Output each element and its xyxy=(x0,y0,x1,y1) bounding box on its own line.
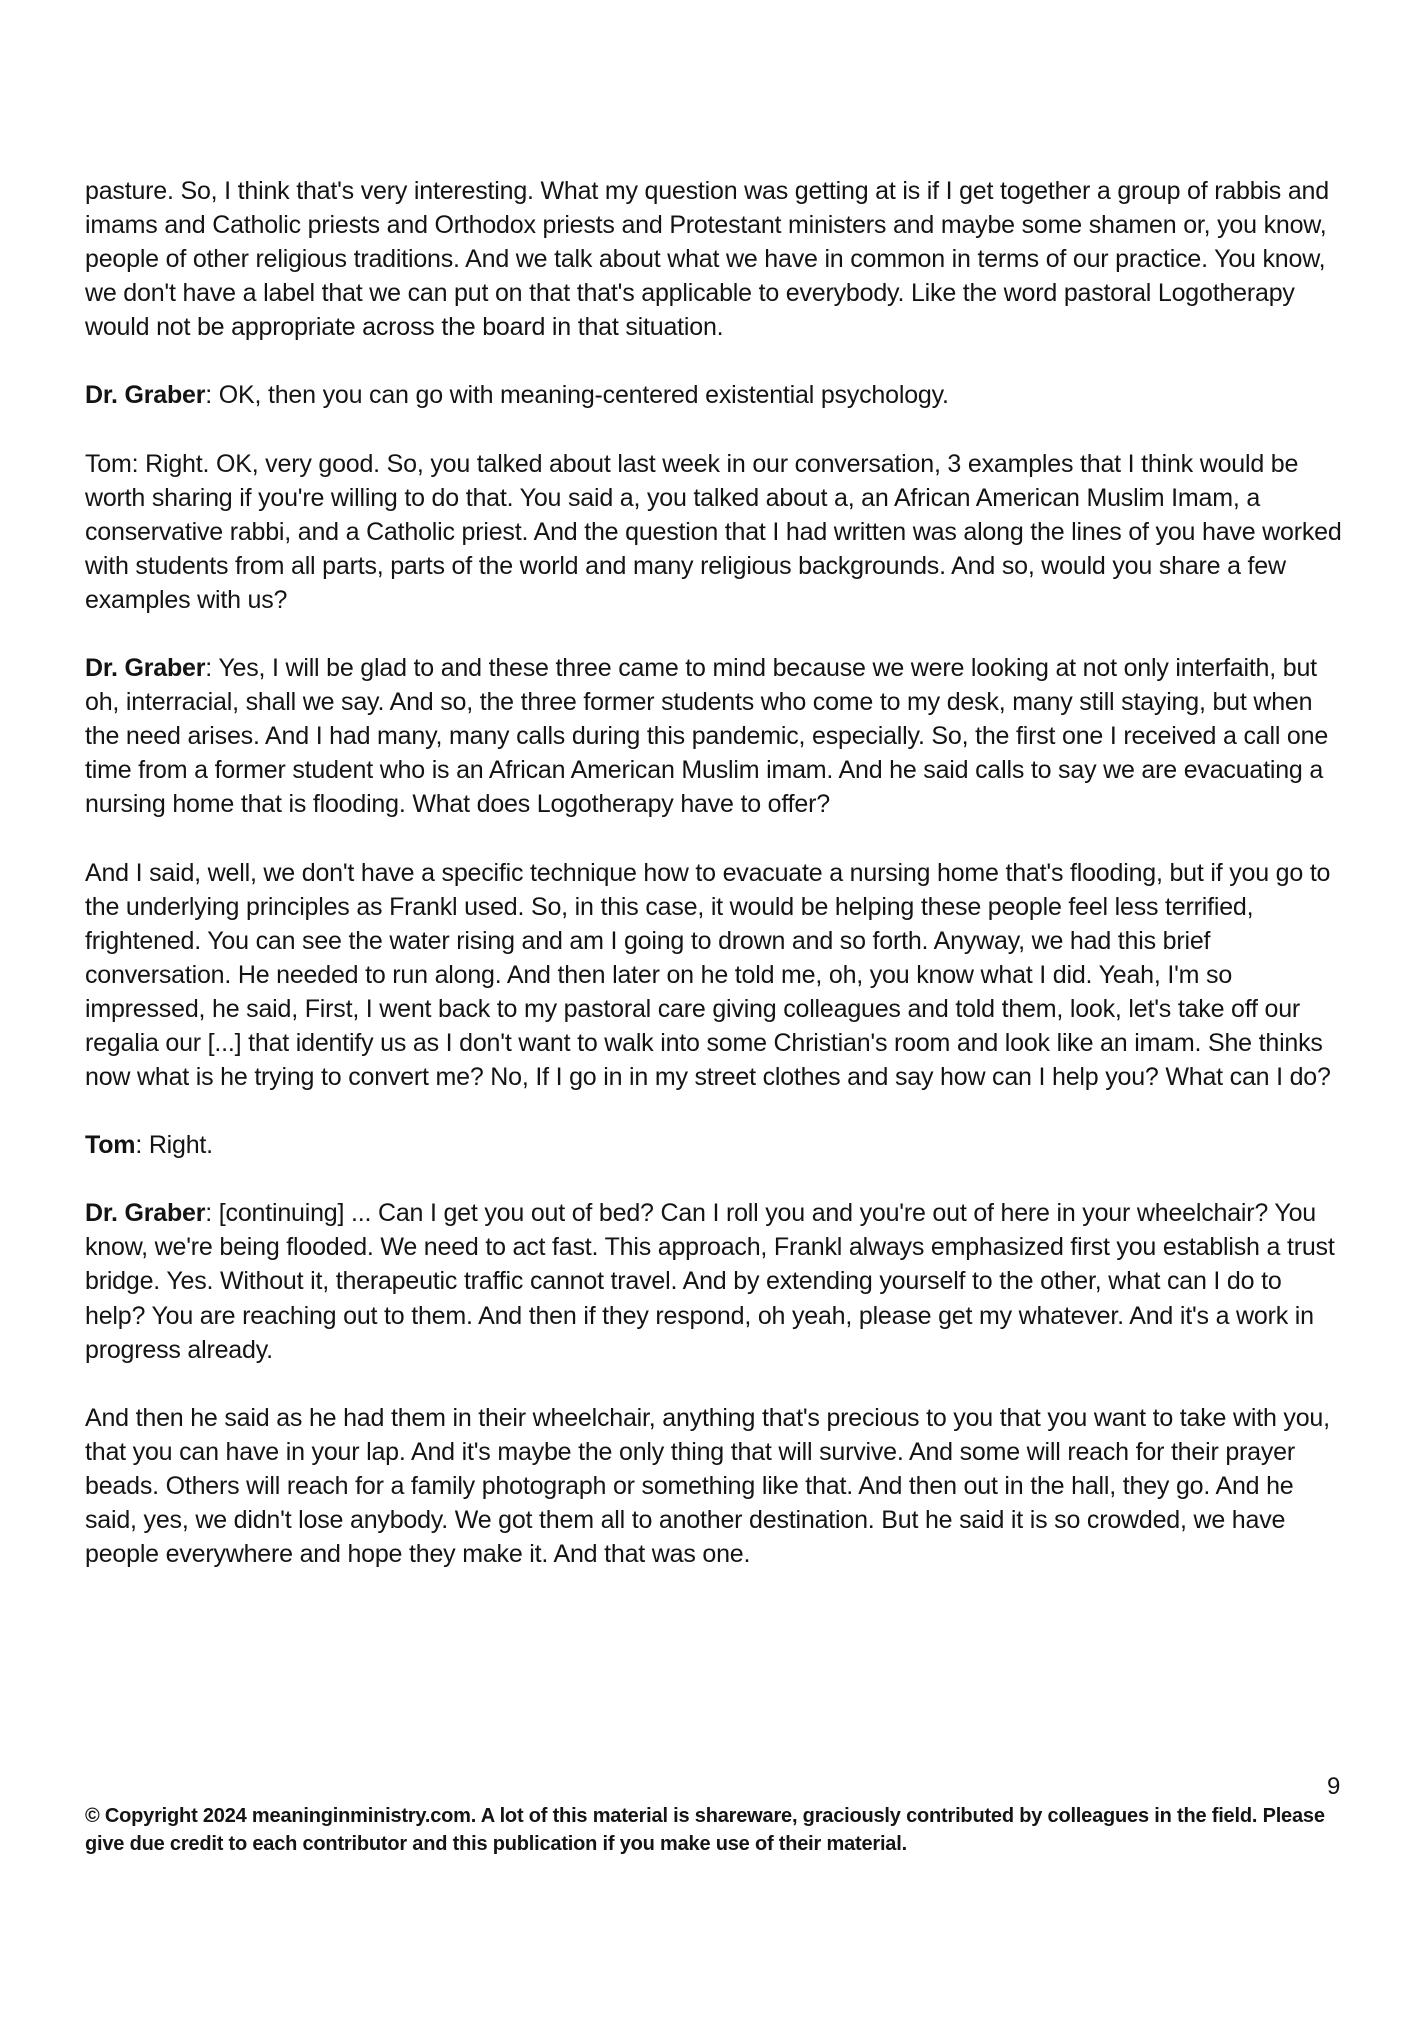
document-body xyxy=(85,174,1347,1605)
paragraph-7 xyxy=(85,1196,1347,1366)
paragraph-3 xyxy=(85,447,1347,617)
paragraph-6 xyxy=(85,1128,1347,1162)
paragraph-text: : Right. xyxy=(135,1131,213,1160)
page-number: 9 xyxy=(1327,1773,1341,1800)
paragraph-4 xyxy=(85,651,1347,821)
paragraph-text: : Yes, I will be glad to and these three came to mind because we were looking at not only interfaith, but oh, interracial, shall we say. And so, the three former students who come to my desk, many still staying, but when the need arises. And I had many, many calls during this pandemic, especially. So, the first one I received a call one time from a former student who is an African American Muslim imam. And he said calls to say we are evacuating a nursing home that is flooding. What does Logotherapy have to offer? xyxy=(85,654,1329,819)
speaker-label: Dr. Graber xyxy=(85,1199,206,1228)
copyright-footer: © Copyright 2024 meaninginministry.com. A lot of this material is shareware, graciously contributed by colleagues in the field. Please give due credit to each contributor and this publication if you make use of their material. xyxy=(85,1805,1325,1855)
paragraph-text: : [continuing] ... Can I get you out of bed? Can I roll you and you're out of here in your wheelchair? You know, we're being flooded. We need to act fast. This approach, Frankl always emphasized first you establish a trust bridge. Yes. Without it, therapeutic traffic cannot travel. And by extending yourself to the other, what can I do to help? You are reaching out to them. And then if they respond, oh yeah, please get my whatever. And it's a work in progress already. xyxy=(85,1199,1335,1364)
paragraph-text: Tom: Right. OK, very good. So, you talked about last week in our conversation, 3 examples that I think would be worth sharing if you're willing to do that. You said a, you talked about a, an African American Muslim Imam, a conservative rabbi, and a Catholic priest. And the question that I had written was along the lines of you have worked with students from all parts, parts of the world and many religious backgrounds. And so, would you share a few examples with us? xyxy=(85,449,1342,614)
paragraph-text: pasture. So, I think that's very interesting. What my question was getting at is if I get together a group of rabbis and imams and Catholic priests and Orthodox priests and Protestant ministers and maybe some shamen or, you know, people of other religious traditions. And we talk about what we have in common in terms of our practice. You know, we don't have a label that we can put on that that's applicable to everybody. Like the word pastoral Logotherapy would not be appropriate across the board in that situation. xyxy=(85,177,1329,342)
paragraph-2 xyxy=(85,378,1347,412)
paragraph-text: : OK, then you can go with meaning-centered existential psychology. xyxy=(205,381,949,410)
speaker-label: Tom xyxy=(85,1131,136,1160)
speaker-label: Dr. Graber xyxy=(85,654,206,683)
paragraph-8 xyxy=(85,1401,1347,1571)
speaker-label: Dr. Graber xyxy=(85,381,206,410)
paragraph-5 xyxy=(85,856,1347,1095)
paragraph-1 xyxy=(85,174,1347,344)
paragraph-text: And I said, well, we don't have a specific technique how to evacuate a nursing home that's flooding, but if you go to the underlying principles as Frankl used. So, in this case, it would be helping these people feel less terrified, frightened. You can see the water rising and am I going to drown and so forth. Anyway, we had this brief conversation. He needed to run along. And then later on he told me, oh, you know what I did. Yeah, I'm so impressed, he said, First, I went back to my pastoral care giving colleagues and told them, look, let's take off our regalia our [...] that identify us as I don't want to walk into some Christian's room and look like an imam. She thinks now what is he trying to convert me? No, If I go in in my street clothes and say how can I help you? What can I do? xyxy=(85,858,1331,1092)
paragraph-text: And then he said as he had them in their wheelchair, anything that's precious to you that you want to take with you, that you can have in your lap. And it's maybe the only thing that will survive. And some will reach for their prayer beads. Others will reach for a family photograph or something like that. And then out in the hall, they go. And he said, yes, we didn't lose anybody. We got them all to another destination. But he said it is so crowded, we have people everywhere and hope they make it. And that was one. xyxy=(85,1403,1330,1569)
